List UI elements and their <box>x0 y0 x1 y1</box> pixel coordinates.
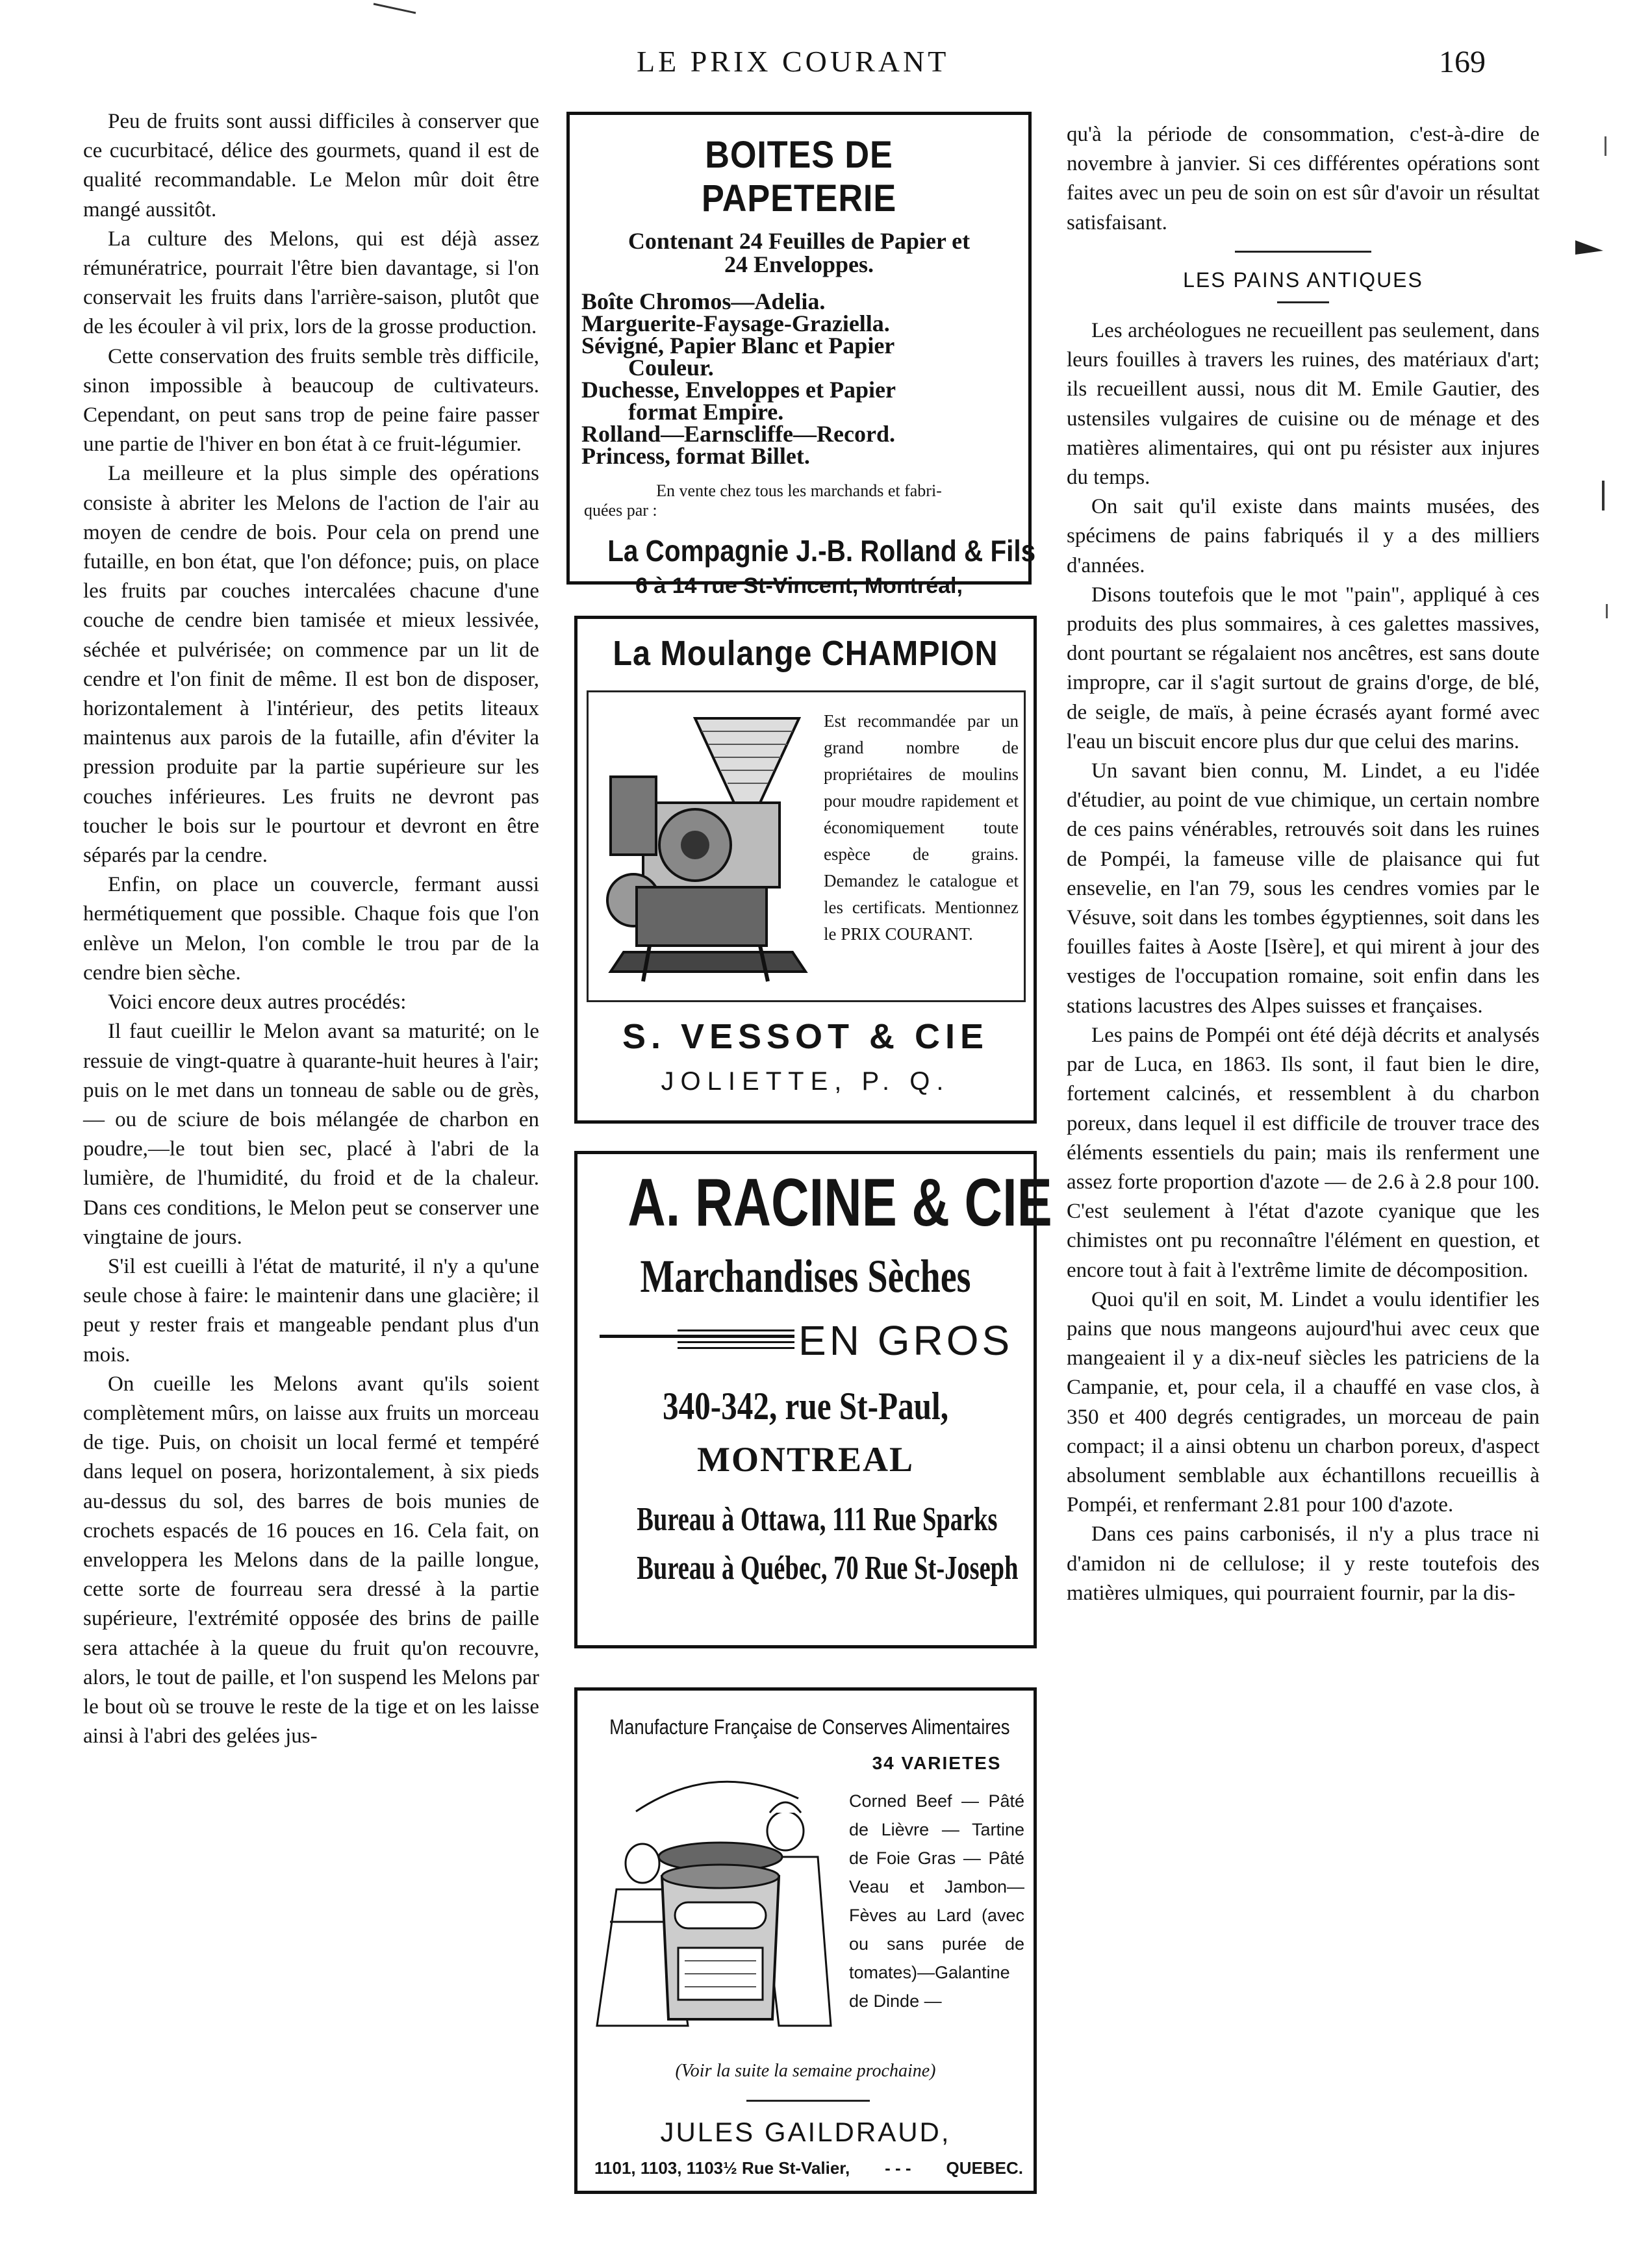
ad-subtitle: Marchandises Sèches <box>640 1250 971 1302</box>
ad-wholesale-line <box>577 1317 1034 1368</box>
product-line: Couleur. <box>628 355 714 381</box>
paragraph: Voici encore deux autres procédés: <box>108 990 407 1014</box>
paragraph: La meilleure et la plus simple des opérations consiste à abriter les Melons de l'action de l'air au moyen de cendre de bois. Pour cela on prend une futaille, en bon état, que l'on défonce; puis, on place les fruits par couches intercalées chacune d'une couche de cendre bien tamisée et mieux lessivée, séchée et pulvérisée; on commence par un lit de cendre et l'on finit de même. Il est bon de disposer, horizontalement à l'intérieur, des petits liteaux maintenus aux parois de la futaille, afin d'éviter la pression produite par la partie supérieure sur les couches inférieures. Les fruits ne devront pas toucher le bois sur le pourtour et devront en être séparés par la cendre. <box>83 462 539 868</box>
ad-firm: JULES GAILDRAUD, <box>660 2117 951 2147</box>
product-line: Sévigné, Papier Blanc et Papier <box>581 333 895 359</box>
journal-title: LE PRIX COURANT <box>637 45 950 78</box>
divider <box>1277 301 1329 303</box>
paragraph: Enfin, on place un couvercle, fermant aussi hermétiquement que possible. Chaque fois que l'on enlève un Melon, l'on comble le trou par de la cendre bien sèche. <box>83 873 539 985</box>
paragraph: Quoi qu'il en soit, M. Lindet a voulu identifier les pains que nous mangeons aujourd'hui avec ceux que mangeaient il y a dix-neuf siècles les patriciens de la Campanie, et, pour cela, il a chauffé en vase clos, à 350 et 400 degrés centigrades, un morceau de pain compact; il a ainsi obtenu un charbon poreux, d'aspect absolument semblable aux échantillons recueillis à Pompéi, et renfermant 2.81 pour 100 d'azote. <box>1067 1287 1540 1517</box>
ad-address: 6 à 14 rue St-Vincent, Montréal, <box>635 573 963 598</box>
ad-subtitle <box>581 229 1017 276</box>
left-column-article <box>83 107 539 1751</box>
ad-rolland-stationery <box>566 112 1036 598</box>
paragraph: Les archéologues ne recueillent pas seulement, dans leurs fouilles à travers les ruines, des matériaux d'art; ils recueillent aussi, nous dit M. Emile Gautier, des ustensiles vulgaires de cuisine ou de ménage et des matières alimentaires, qui ont pu résister aux injures du temps. <box>1067 319 1540 490</box>
product-line: format Empire. <box>628 399 784 425</box>
ad-address <box>594 2158 1023 2178</box>
note-line: En vente chez tous les marchands et fabri- <box>656 481 942 500</box>
page-number: 169 <box>1439 45 1486 79</box>
product-line: Duchesse, Enveloppes et Papier <box>581 377 896 403</box>
street: 1101, 1103, 1103½ Rue St-Valier, <box>594 2158 850 2178</box>
section-title: LES PAINS ANTIQUES <box>1183 268 1423 292</box>
ad-office-quebec: Bureau à Québec, 70 Rue St-Joseph <box>637 1550 1019 1587</box>
paragraph: On sait qu'il existe dans maints musées, des spécimens de pains fabriqués il y a des milliers d'années. <box>1067 495 1540 577</box>
ad-office-ottawa: Bureau à Ottawa, 111 Rue Sparks <box>637 1501 998 1538</box>
paragraph: qu'à la période de consommation, c'est-à-dire de novembre à janvier. Si ces différentes opérations sont faites avec un peu de soin on est sûr d'avoir un résultat satisfaisant. <box>1067 123 1540 234</box>
paragraph: Disons toutefois que le mot "pain", appliqué à ces produits des plus sommaires, à ces galettes massives, dont pourtant se régalaient nos ancêtres, est sans doute impropre, car il s'agit surtout de grains d'orge, de blé, de seigle, de maïs, à peine écrasés ayant formé avec l'eau un biscuit encore plus dur que celui des marins. <box>1067 583 1540 753</box>
decorative-rules <box>600 1329 794 1355</box>
product-line: Marguerite-Faysage-Graziella. <box>581 310 890 336</box>
ad-product-list <box>581 290 1017 467</box>
paragraph: S'il est cueilli à l'état de maturité, il n'y a qu'une seule chose à faire: le maintenir dans une glacière; il peut y rester frais et mangeable pendant plus d'un mois. <box>83 1254 539 1367</box>
ad-gaildraud-preserves <box>574 1687 1037 2194</box>
ad-subtitle-line: 24 Enveloppes. <box>724 251 874 277</box>
paragraph: Un savant bien connu, M. Lindet, a eu l'idée d'étudier, au point de vue chimique, un certain nombre de ces pains vénérables, retrouvés soit dans les ruines de Pompéi, la fameuse ville de plaisance qui fut ensevelie, en l'an 79, sous les cendres vomies par le Vésuve, soit dans les tombes égyptiennes, soit dans les fouilles faites à Aoste [Isère], et qui mirent à jour des vestiges de l'occupation romaine, soit enfin dans les stations lacustres des Alpes suisses et françaises. <box>1067 759 1540 1018</box>
wholesale-label: EN GROS <box>798 1317 1013 1364</box>
ad-address: 340-342, rue St-Paul, <box>662 1385 949 1428</box>
product-line: Boîte Chromos—Adelia. <box>581 288 826 314</box>
chef-and-woman-illustration <box>590 1753 837 2039</box>
ad-company: La Compagnie J.-B. Rolland & Fils <box>607 534 1036 568</box>
ad-variety-count: 34 VARIETES <box>872 1753 1002 1773</box>
right-column-article <box>1067 120 1540 1608</box>
ad-note <box>581 481 1017 520</box>
paragraph: On cueille les Melons avant qu'ils soient complètement mûrs, on laisse aux fruits un morceau de tige. Puis, on choisit un local fermé et tempéré dans lequel on posera, horizontalement, à six pieds au-dessus du sol, des barres de bois munies de crochets espacés de 16 pouces en 16. Cela fait, on enveloppera les Melons dans de la paille longue, cette sorte de fourreau sera dressé à la partie supérieure, l'extrémité opposée des brins de paille sera attachée à la queue du fruit qu'on recouvre, alors, le tout de paille, et l'on suspend les Melons par le bout où se trouve le reste de la tige et on les laisse ainsi à l'abri des gelées jus- <box>83 1372 539 1748</box>
ad-heading: Manufacture Française de Conserves Alimentaires <box>609 1715 1010 1739</box>
note-line: quées par : <box>584 501 657 520</box>
ad-city: MONTREAL <box>696 1440 914 1479</box>
ad-product-list: Corned Beef — Pâté de Lièvre — Tartine de Foie Gras — Pâté Veau et Jambon—Fèves au Lard (avec ou sans purée de tomates)—Galantine de Dinde — <box>849 1791 1024 2011</box>
paragraph: Cette conservation des fruits semble très difficile, sinon impossible à beaucoup de cultivateurs. Cependant, on peut sans trop de peine faire passer une partie de l'hiver en bon état à ce fruit-légumier. <box>83 344 539 457</box>
product-line: Princess, format Billet. <box>581 443 810 469</box>
paragraph: Peu de fruits sont aussi difficiles à conserver que ce cucurbitacé, délice des gourmets, quand il est de qualité recommandable. Le Melon mûr doit être mangé aussitôt. <box>83 110 539 221</box>
paragraph: Il faut cueillir le Melon avant sa maturité; on le ressuie de vingt-quatre à quarante-huit heures à l'air; puis on le met dans un tonneau de sable ou de grès, — ou de sciure de bois mélangée de charbon en poudre,—le tout bien sec, placé à l'abri de la lumière, de l'humidité, du froid et de la chaleur. Dans ces conditions, le Melon peut se conserver une vingtaine de jours. <box>83 1020 539 1249</box>
ad-champion-mill <box>574 616 1037 1124</box>
ad-firm: S. VESSOT & CIE <box>622 1017 989 1056</box>
paragraph: Les pains de Pompéi ont été déjà décrits et analysés par de Luca, en 1863. Ils sont, il faut bien le dire, fortement calcinés, et ressemblent à du charbon poreux, dans lequel il est difficile de trouver trace des éléments essentiels du pain; mais ils renferment une assez forte proportion d'azote — de 2.6 à 2.8 pour 100. C'est seulement à l'état d'azote cyanique que les chimistes ont pu reconnaître l'élément en question, et encore tout à fait à l'extrême limite de décomposition. <box>1067 1023 1540 1282</box>
ad-title: A. RACINE & CIE <box>628 1165 1052 1241</box>
divider <box>1235 251 1371 253</box>
paragraph: Dans ces pains carbonisés, il n'y a plus trace ni d'amidon ni de cellulose; il y reste toutefois des matières ulmiques, qui pourraient fournir, par la dis- <box>1067 1522 1540 1605</box>
city: QUEBEC. <box>946 2158 1023 2178</box>
separator: - - - <box>885 2158 911 2178</box>
grinding-mill-illustration <box>598 705 812 991</box>
ad-title: BOITES DE PAPETERIE <box>701 134 897 220</box>
ad-description: Est recommandée par un grand nombre de propriétaires de moulins pour moudre rapidement et économiquement toute espèce de grains. Demandez le catalogue et les certificats. Mentionnez le PRIX COURANT. <box>824 711 1019 944</box>
divider <box>746 2100 870 2102</box>
ad-title: La Moulange CHAMPION <box>613 634 998 673</box>
ad-inner-box <box>587 690 1026 1002</box>
product-line: Rolland—Earnscliffe—Record. <box>581 421 895 447</box>
ad-racine-dry-goods <box>574 1151 1052 1648</box>
ad-subtitle-line: Contenant 24 Feuilles de Papier et <box>628 228 971 254</box>
ad-place: JOLIETTE, P. Q. <box>661 1067 950 1096</box>
ad-continuation-note: (Voir la suite la semaine prochaine) <box>675 2061 936 2081</box>
paragraph: La culture des Melons, qui est déjà assez rémunératrice, pourrait l'être bien davantage, si l'on conservait les fruits dans l'arrière-saison, plutôt que de les écouler à vil prix, lors de la grosse production. <box>83 227 539 339</box>
